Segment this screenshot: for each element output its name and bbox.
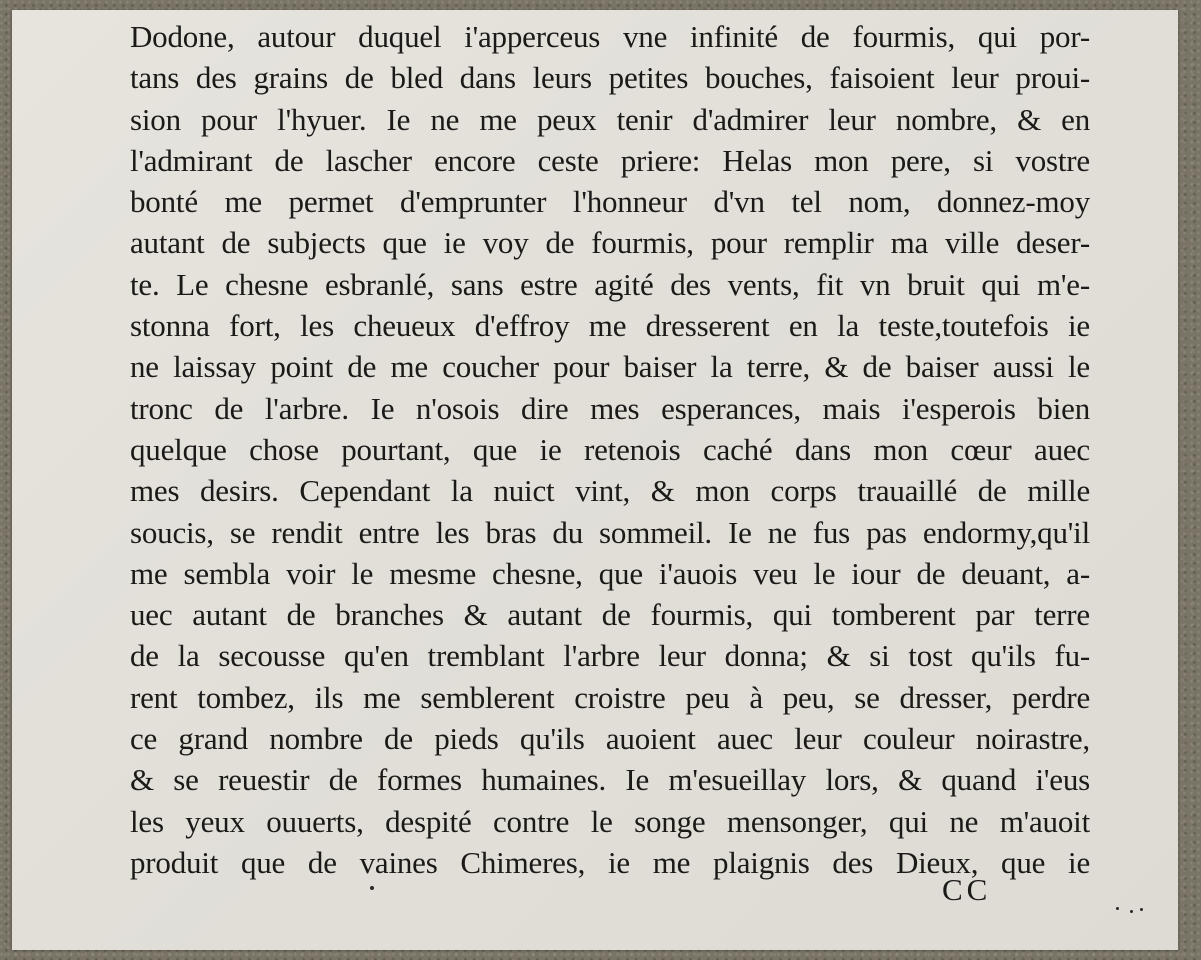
ink-speck [1116, 907, 1119, 910]
text-line: rent tombez, ils me semblerent croistre peu à peu, se dresser, perdre [130, 679, 1090, 715]
text-line: ce grand nombre de pieds qu'ils auoient auec leur couleur noirastre, [130, 721, 1090, 757]
text-line: ne laissay point de me coucher pour baiser la terre, & de baiser aussi le [130, 349, 1090, 385]
text-line: l'admirant de lascher encore ceste priere: Helas mon pere, si vostre [130, 142, 1090, 178]
text-line: autant de subjects que ie voy de fourmis, pour remplir ma ville deser- [130, 225, 1090, 261]
text-line: mes desirs. Cependant la nuict vint, & mon corps trauaillé de mille [130, 473, 1090, 509]
text-line: de la secousse qu'en tremblant l'arbre leur donna; & si tost qu'ils fu- [130, 638, 1090, 674]
signature-mark: CC [942, 872, 992, 907]
text-line: soucis, se rendit entre les bras du sommeil. Ie ne fus pas endormy,qu'il [130, 514, 1090, 550]
text-line: les yeux ouuerts, despité contre le songe mensonger, qui ne m'auoit [130, 803, 1090, 839]
text-line: stonna fort, les cheueux d'effroy me dresserent en la teste,toutefois ie [130, 308, 1090, 344]
ink-speck [1130, 910, 1133, 913]
text-line: sion pour l'hyuer. Ie ne me peux tenir d'admirer leur nombre, & en [130, 101, 1090, 137]
text-line: bonté me permet d'emprunter l'honneur d'vn tel nom, donnez-moy [130, 184, 1090, 220]
text-line: tans des grains de bled dans leurs petites bouches, faisoient leur proui- [130, 60, 1090, 96]
text-line: te. Le chesne esbranlé, sans estre agité des vents, fit vn bruit qui m'e- [130, 266, 1090, 302]
body-text [130, 16, 1090, 883]
text-line: produit que de vaines Chimeres, ie me plaignis des Dieux, que ie [130, 844, 1090, 880]
ink-speck [1140, 908, 1143, 911]
text-line: quelque chose pourtant, que ie retenois caché dans mon cœur auec [130, 431, 1090, 467]
ink-speck [370, 886, 374, 890]
text-line: tronc de l'arbre. Ie n'osois dire mes esperances, mais i'esperois bien [130, 390, 1090, 426]
text-line: & se reuestir de formes humaines. Ie m'esueillay lors, & quand i'eus [130, 762, 1090, 798]
text-line: Dodone, autour duquel i'apperceus vne infinité de fourmis, qui por- [130, 19, 1090, 54]
text-line: me sembla voir le mesme chesne, que i'auois veu le iour de deuant, a- [130, 555, 1090, 591]
printed-page [12, 10, 1178, 950]
text-line: uec autant de branches & autant de fourmis, qui tomberent par terre [130, 597, 1090, 633]
